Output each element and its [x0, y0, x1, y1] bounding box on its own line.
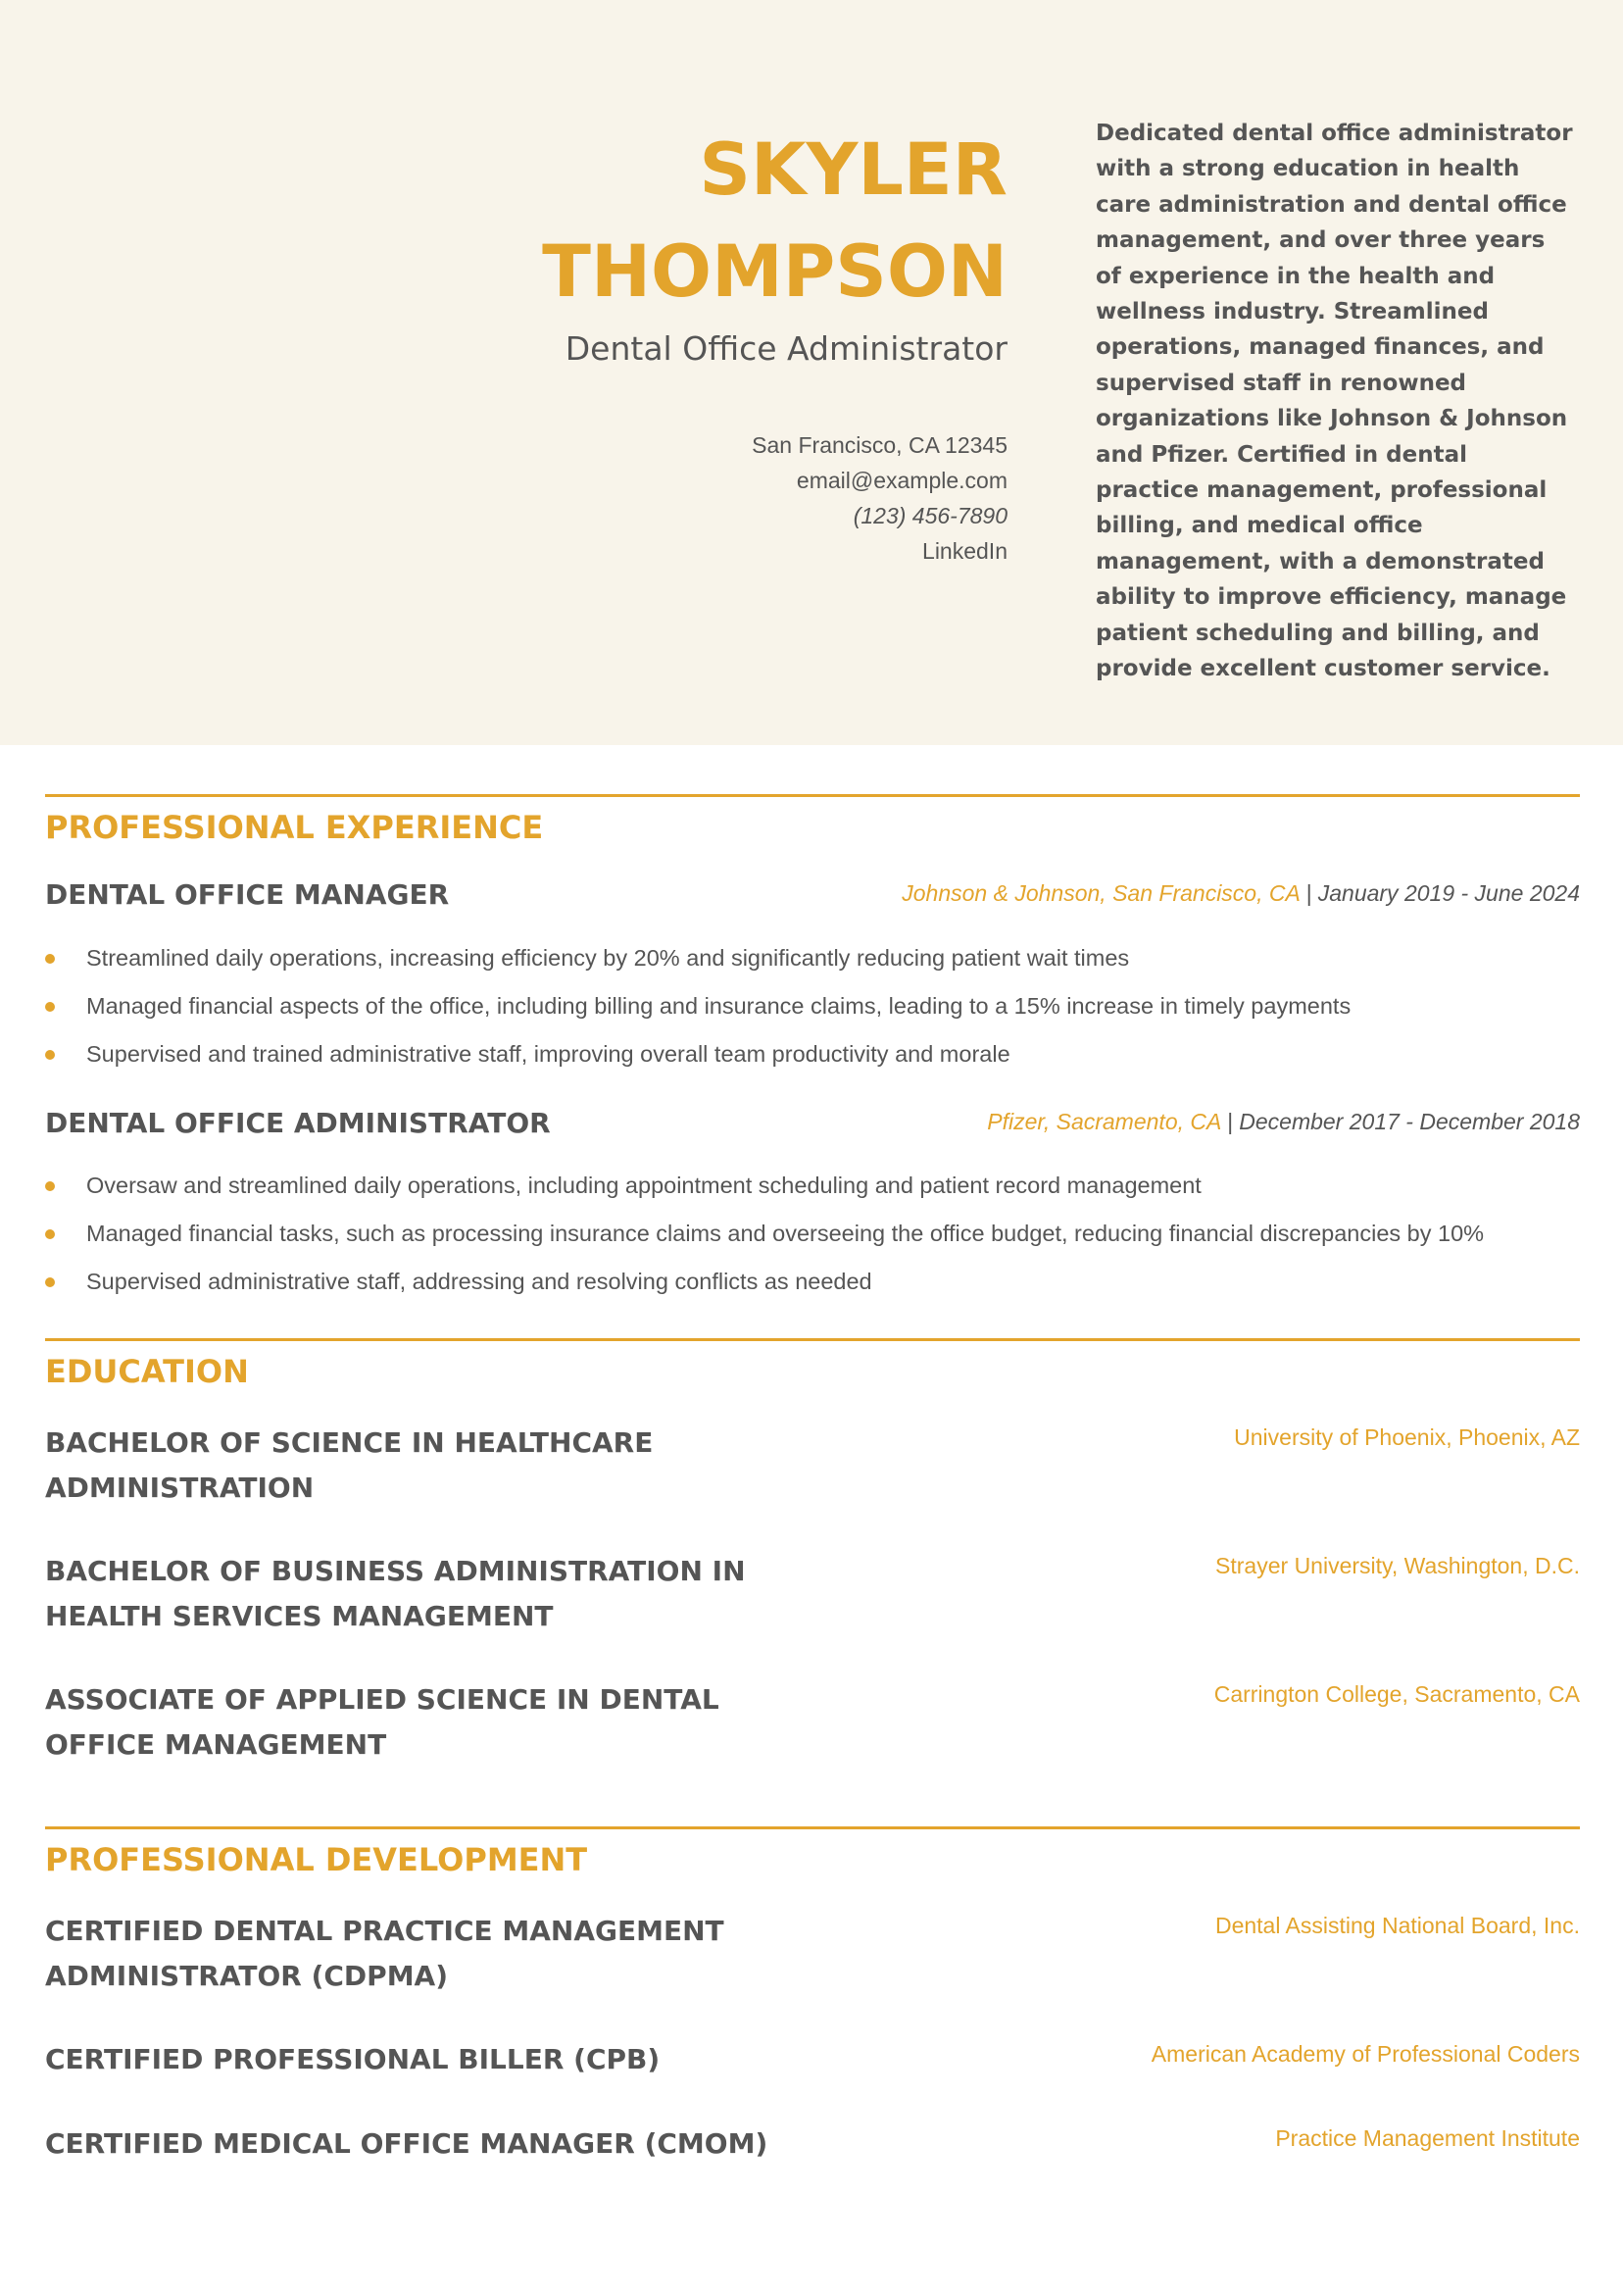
- bullet-text: Supervised and trained administrative staff, improving overall team productivity and morale: [86, 1041, 1010, 1067]
- list-item: [45, 991, 1580, 1039]
- job-entry-dates: January 2019 - June 2024: [1317, 880, 1580, 906]
- professional-summary: Dedicated dental office administrator with a strong education in health care administration and dental office management, and over three years of experience in the health and wellness industry. Streamlined operations, managed finances, and supervised staff in renowned organizations like Johnson & Johnson and Pfizer. Certified in dental practice management, professional billing, and medical office management, with a demonstrated ability to improve efficiency, manage patient scheduling and billing, and provide excellent customer service.: [1096, 121, 1573, 682]
- job-entry-bullets: [45, 943, 1580, 1087]
- list-item: [45, 1171, 1580, 1219]
- list-item: [45, 1219, 1580, 1267]
- list-item: [45, 1267, 1580, 1315]
- name-line-last: THOMPSON: [542, 230, 1008, 314]
- contact-linkedin[interactable]: LinkedIn: [922, 538, 1008, 564]
- bullet-dot-icon: [45, 1277, 55, 1287]
- development-section-title: PROFESSIONAL DEVELOPMENT: [45, 1841, 588, 1878]
- bullet-dot-icon: [45, 1050, 55, 1060]
- contact-email[interactable]: email@example.com: [796, 468, 1008, 493]
- contact-location: San Francisco, CA 12345: [752, 432, 1008, 458]
- certification-issuer: Dental Assisting National Board, Inc.: [1214, 1913, 1580, 1938]
- job-entry-meta: [987, 1109, 1580, 1135]
- certification-issuer: Practice Management Institute: [1275, 2125, 1580, 2151]
- degree-title: ASSOCIATE OF APPLIED SCIENCE IN DENTAL OFFICE MANAGEMENT: [45, 1683, 719, 1761]
- list-item: [45, 1039, 1580, 1087]
- section-divider: [45, 1826, 1580, 1829]
- certification-issuer: American Academy of Professional Coders: [1151, 2041, 1580, 2067]
- education-section-title: EDUCATION: [45, 1353, 249, 1390]
- bullet-text: Managed financial tasks, such as processing insurance claims and overseeing the office budget, reducing financial discrepancies by 10%: [86, 1221, 1485, 1246]
- bullet-text: Streamlined daily operations, increasing efficiency by 20% and significantly reducing patient wait times: [86, 945, 1130, 971]
- bullet-dot-icon: [45, 954, 55, 964]
- certification-title: CERTIFIED MEDICAL OFFICE MANAGER (CMOM): [45, 2127, 768, 2160]
- job-entry-title: DENTAL OFFICE MANAGER: [45, 878, 450, 911]
- bullet-text: Oversaw and streamlined daily operations, including appointment scheduling and patient record management: [86, 1173, 1202, 1198]
- bullet-dot-icon: [45, 1181, 55, 1191]
- contact-phone: (123) 456-7890: [853, 503, 1008, 528]
- section-divider: [45, 1338, 1580, 1341]
- bullet-dot-icon: [45, 1229, 55, 1239]
- certification-title: CERTIFIED PROFESSIONAL BILLER (CPB): [45, 2043, 661, 2075]
- job-entry-org: Johnson & Johnson, San Francisco, CA: [902, 880, 1300, 906]
- bullet-text: Supervised administrative staff, addressing and resolving conflicts as needed: [86, 1269, 872, 1294]
- degree-title: BACHELOR OF SCIENCE IN HEALTHCARE ADMINISTRATION: [45, 1426, 654, 1504]
- job-entry-bullets: [45, 1171, 1580, 1315]
- job-title: Dental Office Administrator: [565, 329, 1008, 368]
- job-entry-meta: [902, 880, 1580, 907]
- section-divider: [45, 794, 1580, 797]
- contact-info: [752, 427, 1008, 569]
- job-entry-separator: |: [1299, 880, 1318, 906]
- bullet-text: Managed financial aspects of the office, including billing and insurance claims, leading to a 15% increase in timely payments: [86, 993, 1352, 1019]
- school-name: Strayer University, Washington, D.C.: [1215, 1553, 1580, 1578]
- candidate-name: [542, 120, 1008, 324]
- degree-title: BACHELOR OF BUSINESS ADMINISTRATION IN HEALTH SERVICES MANAGEMENT: [45, 1555, 746, 1632]
- bullet-dot-icon: [45, 1002, 55, 1012]
- job-entry-title: DENTAL OFFICE ADMINISTRATOR: [45, 1107, 551, 1139]
- job-entry-separator: |: [1220, 1109, 1240, 1134]
- experience-section-title: PROFESSIONAL EXPERIENCE: [45, 809, 544, 846]
- education-section: [45, 1338, 1580, 1779]
- job-entry-org: Pfizer, Sacramento, CA: [987, 1109, 1221, 1134]
- list-item: [45, 943, 1580, 991]
- school-name: University of Phoenix, Phoenix, AZ: [1234, 1424, 1580, 1450]
- certification-title: CERTIFIED DENTAL PRACTICE MANAGEMENT ADMINISTRATOR (CDPMA): [45, 1915, 724, 1992]
- school-name: Carrington College, Sacramento, CA: [1213, 1681, 1580, 1707]
- resume-header: [0, 0, 1623, 745]
- name-line-first: SKYLER: [699, 128, 1008, 212]
- job-entry-dates: December 2017 - December 2018: [1239, 1109, 1580, 1134]
- experience-section: [45, 794, 1580, 1314]
- development-section: [45, 1826, 1580, 2238]
